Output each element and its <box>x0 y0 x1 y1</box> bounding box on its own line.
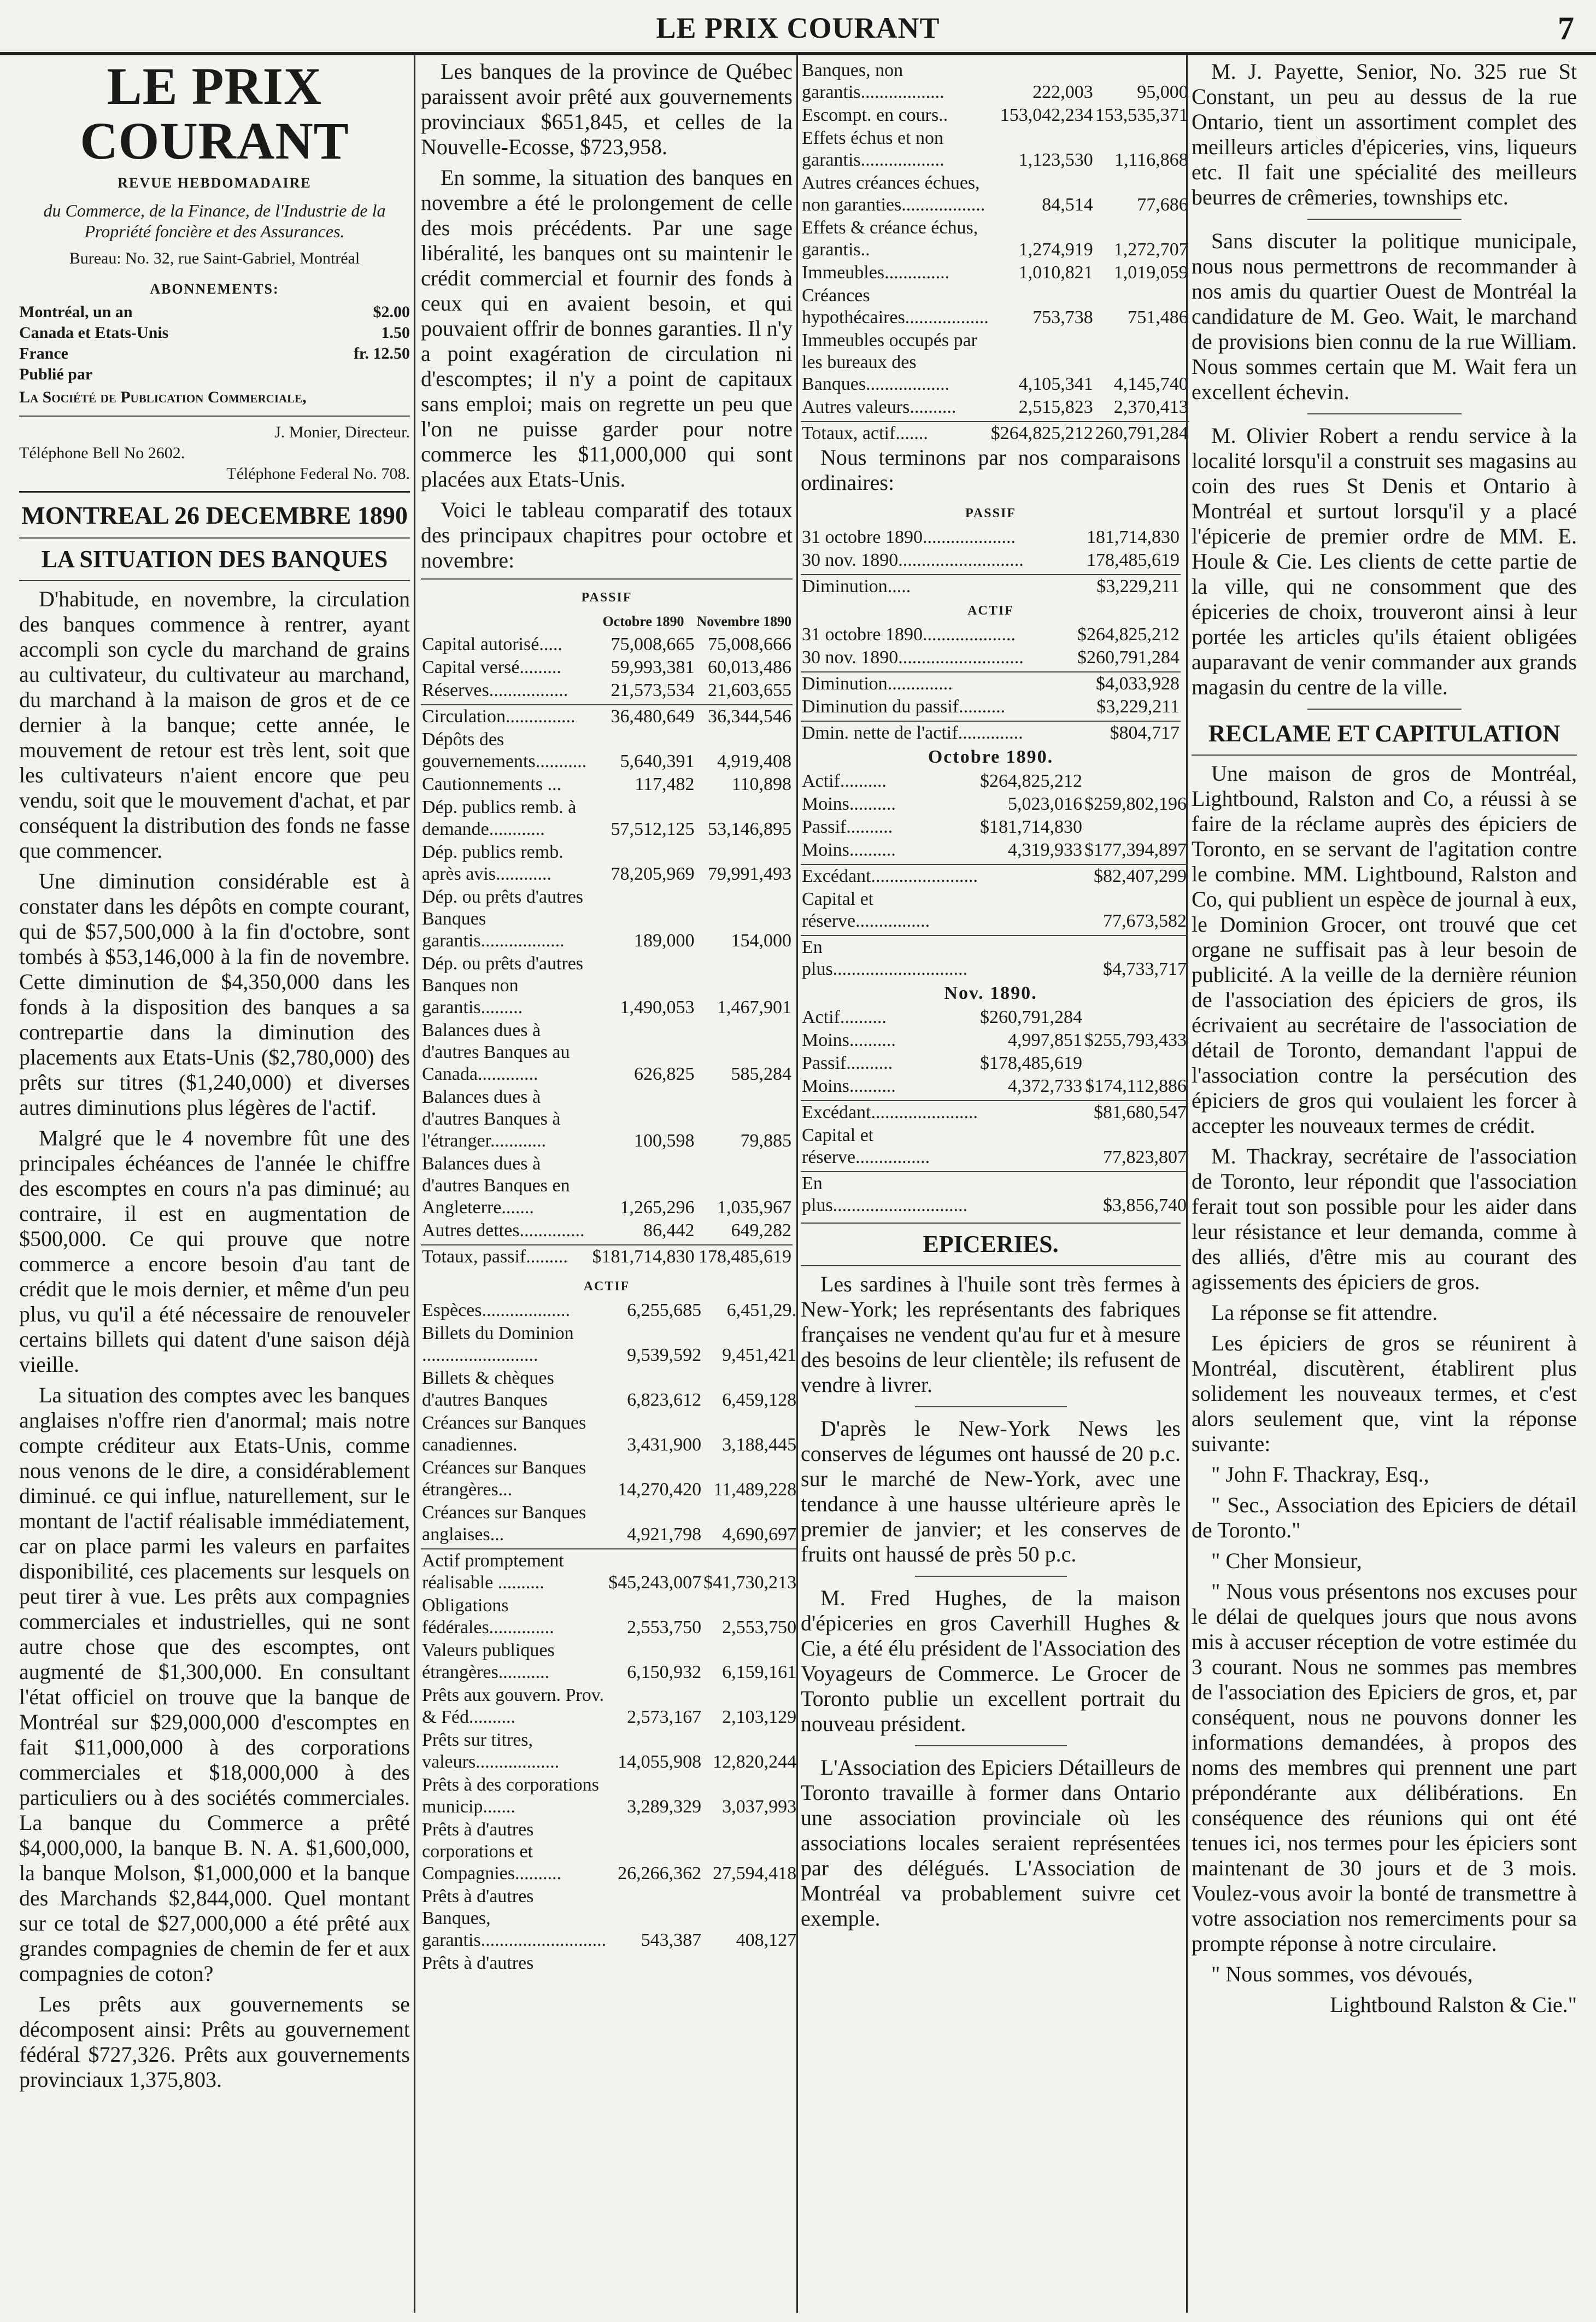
article-paragraph: L'Association des Epiciers Détailleurs de Toronto travaille à former dans Ontario une association provinciale où les associations locales seraient représentées par des délégués. L'Association de Montréal va probablement suivre cet exemple. <box>801 1755 1181 1931</box>
table-row: Diminution..... $3,229,211 <box>802 576 1180 596</box>
comparaisons-intro: Nous terminons par nos comparaisons ordinaires: <box>801 445 1181 495</box>
letter-addressee: " John F. Thackray, Esq., <box>1211 1462 1429 1487</box>
column-4 <box>1192 59 1577 2306</box>
table-row: Moins.......... 5,023,016 $259,802,196 <box>802 794 1187 814</box>
running-title: LE PRIX COURANT <box>656 11 940 44</box>
table-row: Effets échus et non garantis.................. 1,123,530 1,116,868 <box>802 128 1188 170</box>
table-row: Dép. publics remb. après avis............ 78,205,969 79,991,493 <box>422 842 791 884</box>
reclame-title: RECLAME ET CAPITULATION <box>1208 720 1560 747</box>
table-row: Créances sur Banques étrangères... 14,270,420 11,489,228 <box>422 1458 797 1500</box>
article-paragraph: Les prêts aux gouvernements se décomposent ainsi: Prêts au gouvernement fédéral $727,326. Prêts aux gouvernements provinciaux 1,375,803. <box>19 1992 410 2092</box>
table-row: Balances dues à d'autres Banques au Canada............. 626,825 585,284 <box>422 1020 791 1084</box>
table-row: Cautionnements ... 117,482 110,898 <box>422 774 791 794</box>
table-row: Billets du Dominion ......................... 9,539,592 9,451,421 <box>422 1323 797 1365</box>
article-paragraph: M. Olivier Robert a rendu service à la localité lorsqu'il a construit ses magasins au coin des rues St Denis et Ontario à Montréal et surtout lorsqu'il y a placé l'épicerie de premier ordre de MM. E. Houle & Cie. Les clients de cette partie de la ville, qui ne consomment que des épiceries de choix, trouveront ainsi à leur portée les articles qu'ils étaient obligées auparavant de venir commander aux grands magasin du centre de la ville. <box>1192 423 1577 699</box>
table-row: Passif.......... $178,485,619 <box>802 1053 1082 1073</box>
letter-addressee: " Sec., Association des Epiciers de détail de Toronto." <box>1192 1493 1577 1542</box>
actif-cont-table <box>801 59 1189 445</box>
table-row: Créances sur Banques anglaises... 4,921,798 4,690,697 <box>422 1502 797 1545</box>
article-paragraph: D'après le New-York News les conserves de légumes ont haussé de 20 p.c. sur le marché de New-York, avec une tendance à une hausse ultérieure après le premier de janvier; et les conserves de fruits ont haussé de près 50 p.c. <box>801 1416 1181 1566</box>
table-row: 30 nov. 1890........................... $260,791,284 <box>802 647 1180 668</box>
table-row: Excédant....................... $82,407,299 <box>802 866 1187 886</box>
subscription-row: Canada et Etats-Unis 1.50 <box>19 324 410 342</box>
table-row: Dmin. nette de l'actif.............. $804,717 <box>802 723 1180 743</box>
article-paragraph: Malgré que le 4 novembre fût une des principales échéances de l'année le chiffre des escomptes en cours n'a pas diminué; au contraire, il est en augmentation de $500,000. Ce qui prouve que notre commerce a encore besoin d'au tant de crédit que le mois dernier, et même d'un peu plus, vu qu'il a été nécessaire de renouveler certains billets qui datent d'une saison déjà vieille. <box>19 1126 410 1377</box>
column-2 <box>421 59 797 2306</box>
article-paragraph: Une maison de gros de Montréal, Lightbound, Ralston and Co, a réussi à se faire de la réclame auprès des épiciers de Toronto, en se servant de l'agitation contre le combine. MM. Lightbound, Ralston and Co, qui publient un espèce de journal à eux, le Dominion Grocer, ont trouvé que cet organe ne suffisait pas à leur besoin de publicité. A la veille de la dernière réunion de l'association des épiciers de gros, ils écrivaient au secrétaire de l'association de détail de Toronto, demandant l'appui de l'association contre la persécution des épiciers de gros qui voulaient les forcer à accepter les nouveaux termes de crédit. <box>1192 761 1577 1138</box>
table-row: Capital et réserve................ 77,823,807 <box>802 1125 1187 1167</box>
article-paragraph: La réponse se fit attendre. <box>1211 1300 1438 1325</box>
running-head <box>0 0 1596 55</box>
abonnements-label: ABONNEMENTS: <box>150 281 279 297</box>
passif-table <box>421 610 793 1268</box>
masthead-title: LE PRIX COURANT <box>80 57 349 170</box>
article-paragraph: La situation des comptes avec les banques anglaises n'offre rien d'anormal; mais notre compte créditeur aux Etats-Unis, comme nous venons de le dire, a considérablement diminué. ce qui influe, naturellement, sur le montant de l'actif réalisable immédiatement, car on place parmi les valeurs en parfaites disponibilité, ces placements sur lesquels on peut tirer à vue. Les prêts aux compagnies commerciales et industrielles, qui ne sont autre chose que des escomptes, ont augmenté de $1,300,000. En consultant l'état officiel on trouve que la banque de Montréal sur $29,000,000 d'escomptes en fait $11,000,000 à des corporations commerciales et $18,000,000 à des particuliers ou à des sociétés commerciales. La banque du Commerce a prêté $4,000,000, la banque B. N. A. $1,600,000, la banque Molson, $1,000,000 et la banque des Marchands $2,844,000. Quel montant sur ce total de $27,000,000 a été prêté aux grandes compagnies de chemin de fer et aux compagnies de coton? <box>19 1383 410 1986</box>
table-row: 31 octobre 1890.................... 181,714,830 <box>802 527 1180 547</box>
table-row: Immeubles.............. 1,010,821 1,019,059 <box>802 262 1188 283</box>
table-row: Prêts sur titres, valeurs.................. 14,055,908 12,820,244 <box>422 1730 797 1772</box>
table-row: Créances hypothécaires.................. 753,738 751,486 <box>802 285 1188 327</box>
table-row: En plus............................. $3,856,740 <box>802 1173 1187 1215</box>
masthead-subtitle: REVUE HEBDOMADAIRE <box>118 175 312 191</box>
table-row: Balances dues à d'autres Banques en Angleterre....... 1,265,296 1,035,967 <box>422 1154 791 1218</box>
table-row: Billets & chèques d'autres Banques 6,823,612 6,459,128 <box>422 1368 797 1410</box>
table-row: Excédant....................... $81,680,547 <box>802 1102 1187 1122</box>
table-row: Circulation............... 36,480,649 36,344,546 <box>422 706 791 727</box>
comparaison-novembre <box>801 1006 1188 1217</box>
table-row: Totaux, actif....... $264,825,212 260,791,284 <box>802 423 1188 443</box>
letter-closing: " Nous sommes, vos dévoués, <box>1211 1962 1473 1986</box>
table-row: Escompt. en cours.. 153,042,234 153,535,371 <box>802 105 1188 125</box>
table-row: Dép. ou prêts d'autres Banques non garantis......... 1,490,053 1,467,901 <box>422 954 791 1017</box>
table-row: Immeubles occupés par les bureaux des Banques.................. 4,105,341 4,145,740 <box>802 330 1188 394</box>
epiceries-title: EPICERIES. <box>923 1231 1059 1257</box>
table-row: Passif.......... $181,714,830 <box>802 817 1082 837</box>
article-paragraph: Les sardines à l'huile sont très fermes à New-York; les représentants des fabriques françaises ne vendent qu'au fur et à mesure des besoins de leur clientèle; ils refusent de vendre à livrer. <box>801 1272 1181 1397</box>
table-row: Dép. ou prêts d'autres Banques garantis.................. 189,000 154,000 <box>422 887 791 951</box>
article-title: LA SITUATION DES BANQUES <box>41 546 388 572</box>
comparaison-passif <box>801 526 1181 598</box>
masthead <box>19 59 410 484</box>
nov-heading: Nov. 1890. <box>944 983 1037 1003</box>
article-paragraph: D'habitude, en novembre, la circulation des banques commence à rentrer, ayant accompli son cycle du marchand de grains au cultivateur, du cultivateur au marchand, du marchand à la maison de gros et de ce dernier à la banque; cette année, le mouvement de retour est très lent, soit que les cultivateurs n'aient encore que peu vendu, soit que le mouvement d'achat, et par conséquent la distribution des fonds ne fasse que commencer. <box>19 587 410 863</box>
comparaison-actif <box>801 623 1181 745</box>
page-number: 7 <box>1558 10 1574 46</box>
article-paragraph: Les épiciers de gros se réunirent à Montréal, discutèrent, établirent plus solidement les nouveaux termes, et c'est alors seulement que, vint la réponse suivante: <box>1192 1331 1577 1456</box>
article-paragraph: Sans discuter la politique municipale, nous nous permettrons de recommander à nos amis du quartier Ouest de Montréal la candidature de M. Geo. Wait, le marchand de provisions bien connu de la rue William. Nous sommes certain que M. Wait fera un excellent échevin. <box>1192 229 1577 404</box>
telephone-federal: Téléphone Federal No. 708. <box>226 465 410 483</box>
table-row: Actif.......... $260,791,284 <box>802 1007 1082 1027</box>
table-row: Obligations fédérales.............. 2,553,750 2,553,750 <box>422 1595 797 1637</box>
article-paragraph: En somme, la situation des banques en novembre a été le prolongement de celle des mois précédents. Par une sage libéralité, les banques ont su maintenir le crédit commercial et fournir des fonds à ceux qui en avaient besoin, et qui pouvaient offrir de bonnes garanties. Il n'y a point exagération de circulation ni d'escomptes; il n'y a point de capitaux sans emploi; mais on regrette un peu que l'on ne puisse garder pour notre commerce les $11,000,000 qui sont placées aux Etats-Unis. <box>421 165 793 492</box>
table-row: Prêts aux gouvern. Prov. & Féd.......... 2,573,167 2,103,129 <box>422 1685 797 1727</box>
table-row: Autres créances échues, non garanties.................. 84,514 77,686 <box>802 173 1188 215</box>
table-row: Diminution.............. $4,033,928 <box>802 674 1180 694</box>
table-row: Créances sur Banques canadiennes. 3,431,900 3,188,445 <box>422 1413 797 1455</box>
table-row: Prêts à d'autres corporations et Compagnies.......... 26,266,362 27,594,418 <box>422 1820 797 1884</box>
telephone-bell: Téléphone Bell No 2602. <box>19 444 185 462</box>
subscription-row: France fr. 12.50 <box>19 344 410 362</box>
comparaison-octobre <box>801 770 1188 981</box>
col-oct-header: Octobre 1890 <box>602 613 684 629</box>
masthead-bureau: Bureau: No. 32, rue Saint-Gabriel, Montréal <box>69 249 360 267</box>
table-row: Valeurs publiques étrangères........... 6,150,932 6,159,161 <box>422 1640 797 1682</box>
article-paragraph: M. Thackray, secrétaire de l'association de Toronto, leur répondit que l'association ferait tout son possible pour les aider dans leur résistance et leur demanda, comme à des alliés, d'être mis au courant des agissements des épiciers de gros. <box>1192 1144 1577 1294</box>
actif-heading: ACTIF <box>583 1279 630 1294</box>
subscription-row: Montréal, un an $2.00 <box>19 303 410 321</box>
table-row: Dépôts des gouvernements........... 5,640,391 4,919,408 <box>422 729 791 771</box>
article-paragraph: M. J. Payette, Senior, No. 325 rue St Constant, un peu au dessus de la rue Ontario, tient un assortiment complet des meilleurs articles d'épiceries, vins, liqueurs etc. Il fait une spécialité des meilleurs beurres de crêmeries, townships etc. <box>1192 59 1577 209</box>
table-row: Moins.......... 4,319,933 $177,394,897 <box>802 840 1187 860</box>
table-row: Moins.......... 4,372,733 $174,112,886 <box>802 1076 1187 1096</box>
article-paragraph: Voici le tableau comparatif des totaux des principaux chapitres pour octobre et novembre: <box>421 498 793 572</box>
table-row: 30 nov. 1890........................... 178,485,619 <box>802 550 1180 570</box>
table-row: Prêts à d'autres <box>422 1953 534 1973</box>
table-row: Capital versé......... 59,993,381 60,013,486 <box>422 657 791 677</box>
dateline: MONTREAL 26 DECEMBRE 1890 <box>21 501 408 529</box>
article-paragraph: Une diminution considérable est à constater dans les dépôts en compte courant, qui de $57,500,000 à la fin d'octobre, sont tombés à $53,146,000 à la fin de novembre. Cette diminution de $4,350,000 dans les fonds à la disposition des banques a sa contrepartie dans la diminution des placements aux Etats-Unis ($2,780,000) des prêts sur titres ($1,240,000) et diverses autres diminutions plus légères de l'actif. <box>19 869 410 1120</box>
table-row: 31 octobre 1890.................... $264,825,212 <box>802 624 1180 645</box>
oct-heading: Octobre 1890. <box>928 747 1054 767</box>
publie-par: Publié par <box>19 365 93 383</box>
letter-salutation: " Cher Monsieur, <box>1211 1548 1362 1573</box>
column-3 <box>801 59 1188 2306</box>
table-row: Prêts à des corporations municip....... 3,289,329 3,037,993 <box>422 1775 797 1817</box>
col-nov-header: Novembre 1890 <box>696 613 791 629</box>
table-row: Diminution du passif.......... $3,229,211 <box>802 697 1180 717</box>
passif-label: PASSIF <box>965 506 1016 520</box>
table-row: Banques, non garantis.................. 222,003 95,000 <box>802 60 1188 102</box>
table-row: Effets & créance échus, garantis.. 1,274,919 1,272,707 <box>802 218 1188 260</box>
article-paragraph: Les banques de la province de Québec paraissent avoir prêté aux gouvernements provinciaux $651,845, et celles de la Nouvelle-Ecosse, $723,958. <box>421 59 793 159</box>
table-row: Moins.......... 4,997,851 $255,793,433 <box>802 1030 1187 1050</box>
actif-table <box>421 1299 797 1975</box>
table-row: En plus............................. $4,733,717 <box>802 937 1187 979</box>
table-row: Autres dettes.............. 86,442 649,282 <box>422 1220 791 1241</box>
letter-body: " Nous vous présentons nos excuses pour le délai de quelques jours que nous avons mis à accuser réception de votre estimée du 3 courant. Nous ne sommes pas membres de l'association des Epiciers de gros, et, par conséquent, nous ne pouvons donner les informations demandées, à propos des noms des membres qui prennent une part prépondérante aux délibérations. En conséquence des réunions qui ont été tenues ici, nos termes pour les épiciers sont maintenant de 30 jours et de 3 mois. Voulez-vous avoir la bonté de transmettre à votre association nos remerciments pour sa prompte réponse à notre circulaire. <box>1192 1579 1577 1956</box>
column-rule <box>414 55 415 2313</box>
table-row: Dép. publics remb. à demande............ 57,512,125 53,146,895 <box>422 797 791 839</box>
table-row: Actif.......... $264,825,212 <box>802 771 1082 791</box>
passif-heading: PASSIF <box>581 590 632 605</box>
table-row: Balances dues à d'autres Banques à l'étranger............ 100,598 79,885 <box>422 1087 791 1151</box>
column-1 <box>19 59 410 2306</box>
table-row: Capital autorisé..... 75,008,665 75,008,666 <box>422 634 791 654</box>
table-row: Espèces................... 6,255,685 6,451,29. <box>422 1300 797 1320</box>
table-row: Capital et réserve................ 77,673,582 <box>802 889 1187 931</box>
publisher: La Société de Publication Commerciale, <box>19 388 307 406</box>
table-row: Actif promptement réalisable .......... $45,243,007 $41,730,213 <box>422 1551 797 1593</box>
table-row: Réserves................. 21,573,534 21,603,655 <box>422 680 791 700</box>
table-row: Prêts à d'autres Banques, garantis........................... 543,387 408,127 <box>422 1886 797 1950</box>
letter-signature: Lightbound Ralston & Cie." <box>1330 1992 1577 2017</box>
article-paragraph: M. Fred Hughes, de la maison d'épiceries en gros Caverhill Hughes & Cie, a été élu président de l'Association des Voyageurs de Commerce. Le Grocer de Toronto publie un excellent portrait du nouveau président. <box>801 1586 1181 1736</box>
table-row: Autres valeurs.......... 2,515,823 2,370,413 <box>802 397 1188 417</box>
director: J. Monier, Directeur. <box>274 423 410 441</box>
table-row: Totaux, passif......... $181,714,830 178,485,619 <box>422 1247 791 1267</box>
actif-label: ACTIF <box>967 604 1014 618</box>
masthead-description: du Commerce, de la Finance, de l'Industrie de la Propriété foncière et des Assurances. <box>43 201 386 241</box>
